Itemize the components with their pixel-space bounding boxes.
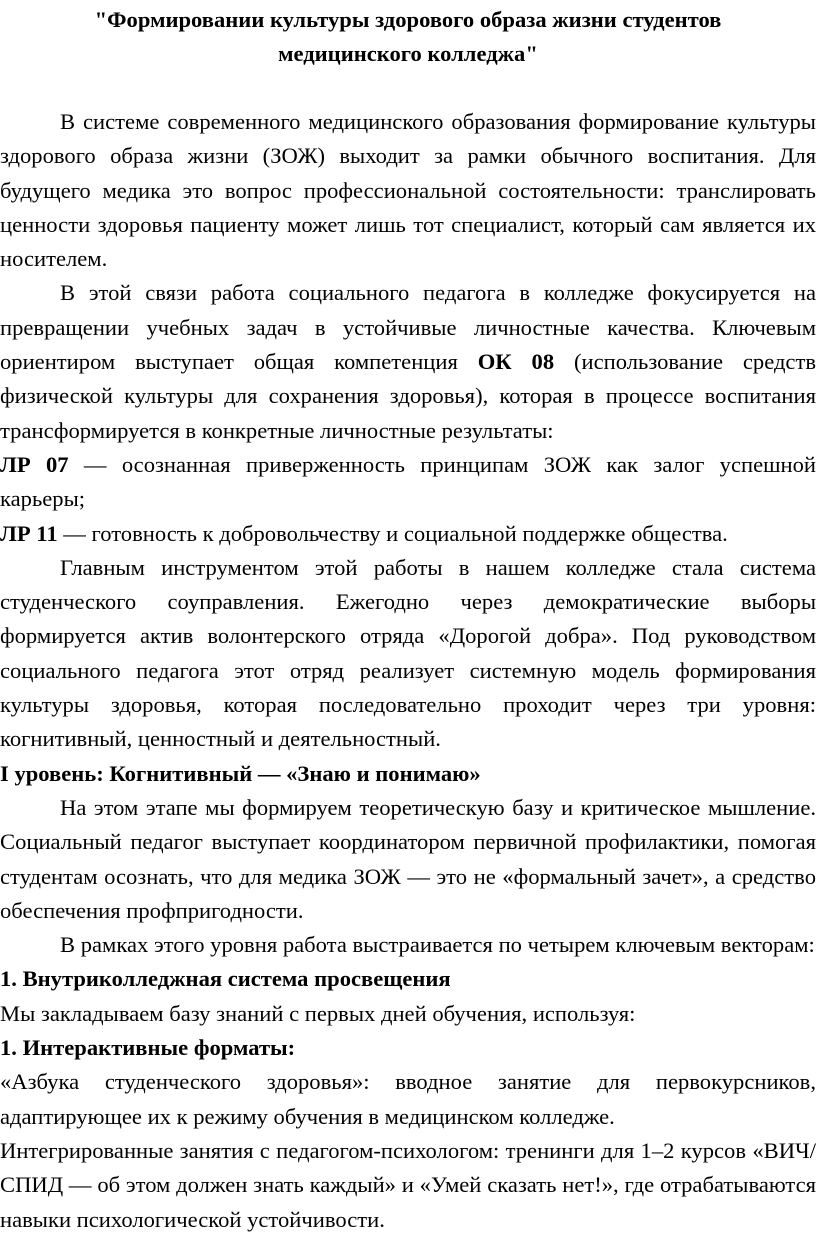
result-lr07 <box>0 448 816 517</box>
result-lr07-code: ЛР 07 <box>0 451 69 477</box>
paragraph-vectors: В рамках этого уровня работа выстраивается по четырем ключевым векторам: <box>60 932 815 958</box>
result-lr11-text: — готовность к добровольчеству и социальной поддержке общества. <box>57 520 728 546</box>
paragraph-competence-text-b: (использование средств физической культуры для сохранения здоровья), которая в процессе воспитания трансформируется в конкретные личностные результаты: <box>0 349 816 443</box>
sub1-heading: 1. Интерактивные форматы: <box>0 1035 296 1061</box>
paragraph-competence <box>0 276 816 447</box>
document-title: "Формировании культуры здорового образа жизни студентов медицинского колледжа" <box>94 7 722 66</box>
paragraph-integrated-classes: Интегрированные занятия с педагогом-психологом: тренинги для 1–2 курсов «ВИЧ/СПИД — об этом должен знать каждый» и «Умей сказать нет!», где отрабатываются навыки психологической устойчивости. <box>0 1137 816 1232</box>
paragraph-competence-text-a: В этой связи работа социального педагога в колледже фокусируется на превращении учебных задач в устойчивые личностные качества. Ключевым ориентиром выступает общая компетенция <box>0 280 816 375</box>
paragraph-intro: В системе современного медицинского образования формирование культуры здорового образа жизни (ЗОЖ) выходит за рамки обычного воспитания. Для будущего медика это вопрос профессиональной состоятельности: транслировать ценности здоровья пациенту может лишь тот специалист, который сам является их носителем. <box>0 109 816 272</box>
result-lr11 <box>0 517 816 551</box>
level1-heading: I уровень: Когнитивный — «Знаю и понимаю» <box>0 760 481 786</box>
result-lr07-text: — осознанная приверженность принципам ЗОЖ как залог успешной карьеры; <box>0 451 816 512</box>
competence-code: ОК 08 <box>477 349 555 375</box>
result-lr11-code: ЛР 11 <box>0 520 58 546</box>
section1-heading: 1. Внутриколледжная система просвещения <box>0 966 451 992</box>
title-spacer <box>0 71 816 105</box>
paragraph-knowledge-base: Мы закладываем базу знаний с первых дней обучения, используя: <box>0 1000 636 1026</box>
paragraph-self-government: Главным инструментом этой работы в нашем колледже стала система студенческого соуправления. Ежегодно через демократические выборы формируется актив волонтерского отряда «Дорогой добра». Под руководством социального педагога этот отряд реализует системную модель формирования культуры здоровья, которая последовательно проходит через три уровня: когнитивный, ценностный и деятельностный. <box>0 554 816 752</box>
paragraph-level1-intro: На этом этапе мы формируем теоретическую базу и критическое мышление. Социальный педагог выступает координатором первичной профилактики, помогая студентам осознать, что для медика ЗОЖ — это не «формальный зачет», а средство обеспечения профпригодности. <box>0 794 816 923</box>
paragraph-abc-health: «Азбука студенческого здоровья»: вводное занятие для первокурсников, адаптирующее их к режиму обучения в медицинском колледже. <box>0 1069 816 1129</box>
